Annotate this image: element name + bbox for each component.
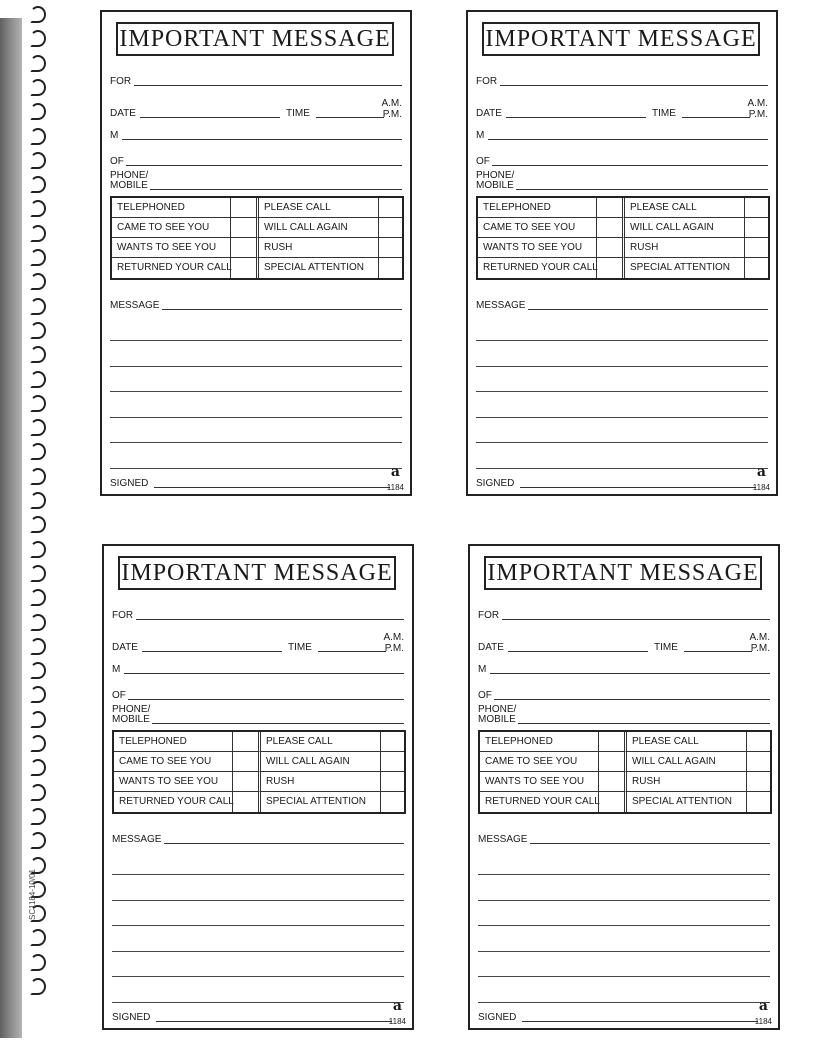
option-label: CAME TO SEE YOU	[483, 222, 576, 233]
signed-row	[476, 476, 768, 490]
option-checkbox[interactable]	[598, 752, 624, 772]
for-label: FOR	[478, 610, 500, 621]
for-label: FOR	[476, 76, 498, 87]
option-row-left	[480, 772, 598, 792]
option-row-right	[256, 258, 378, 278]
phone-labels	[112, 705, 150, 725]
form-number: 1184	[386, 483, 404, 492]
message-line[interactable]	[478, 900, 770, 901]
form-number: 1184	[754, 1017, 772, 1026]
spiral-ring	[30, 55, 46, 72]
message-label: MESSAGE	[476, 300, 526, 311]
of-label: OF	[110, 156, 124, 167]
option-label: WANTS TO SEE YOU	[119, 776, 219, 787]
title-box	[484, 556, 762, 590]
m-label: M	[110, 130, 119, 141]
message-line[interactable]	[110, 468, 402, 469]
option-row-left	[114, 732, 232, 752]
option-label: TELEPHONED	[485, 736, 553, 747]
option-label: RETURNED YOUR CALL	[117, 262, 232, 273]
options-grid	[112, 730, 406, 814]
mobile-label: MOBILE	[476, 180, 514, 191]
option-checkbox[interactable]	[230, 218, 256, 238]
m-label: M	[478, 664, 487, 675]
option-label: SPECIAL ATTENTION	[264, 262, 365, 273]
option-row-right	[622, 238, 744, 258]
spiral-ring	[30, 176, 46, 193]
signed-row	[110, 476, 402, 490]
form-title: IMPORTANT MESSAGE	[119, 26, 391, 52]
mobile-label: MOBILE	[112, 714, 150, 725]
option-label: TELEPHONED	[119, 736, 187, 747]
option-label: CAME TO SEE YOU	[485, 756, 578, 767]
mobile-label: MOBILE	[110, 180, 148, 191]
message-line[interactable]	[112, 874, 404, 875]
of-field[interactable]	[128, 699, 404, 700]
m-field[interactable]	[124, 673, 404, 674]
m-row	[112, 662, 404, 676]
options-grid	[476, 196, 770, 280]
option-row-left	[480, 792, 598, 812]
am-pm	[749, 632, 770, 654]
phone-row	[110, 168, 402, 192]
message-line[interactable]	[476, 391, 768, 392]
option-row-right	[256, 218, 378, 238]
option-label: WANTS TO SEE YOU	[485, 776, 585, 787]
option-checkbox[interactable]	[230, 258, 256, 278]
option-row-left	[478, 218, 596, 238]
signed-field[interactable]	[522, 1021, 758, 1022]
option-row-left	[114, 792, 232, 812]
phone-field[interactable]	[152, 723, 404, 724]
option-checkbox[interactable]	[378, 218, 402, 238]
of-row	[110, 154, 402, 168]
am-pm	[383, 632, 404, 654]
m-row	[110, 128, 402, 142]
spiral-ring	[30, 735, 46, 752]
date-field[interactable]	[140, 117, 280, 118]
option-label: CAME TO SEE YOU	[119, 756, 212, 767]
option-row-right	[622, 258, 744, 278]
spiral-ring	[30, 686, 46, 703]
signed-field[interactable]	[154, 487, 390, 488]
date-field[interactable]	[142, 651, 282, 652]
option-row-right	[258, 792, 380, 812]
am-label: A.M.	[383, 632, 404, 643]
m-field[interactable]	[122, 139, 402, 140]
option-label: PLEASE CALL	[266, 736, 333, 747]
option-checkbox[interactable]	[746, 792, 770, 812]
message-label: MESSAGE	[110, 300, 160, 311]
message-form-bottom-right	[468, 544, 780, 1030]
message-line[interactable]	[476, 366, 768, 367]
spiral-ring	[30, 711, 46, 728]
option-row-right	[622, 218, 744, 238]
message-line[interactable]	[478, 951, 770, 952]
spiral-ring	[30, 298, 46, 315]
option-row-left	[480, 732, 598, 752]
spiral-ring	[30, 832, 46, 849]
of-row	[112, 688, 404, 702]
phone-field[interactable]	[516, 189, 768, 190]
for-field[interactable]	[136, 619, 404, 620]
option-label: RUSH	[632, 776, 661, 787]
time-label: TIME	[652, 108, 676, 119]
phone-field[interactable]	[150, 189, 402, 190]
am-label: A.M.	[381, 98, 402, 109]
option-row-left	[480, 752, 598, 772]
brand-logo: a	[758, 998, 768, 1014]
option-row-right	[624, 752, 746, 772]
date-label: DATE	[478, 642, 504, 653]
option-row-left	[112, 238, 230, 258]
form-number: 1184	[388, 1017, 406, 1026]
spiral-binding	[0, 0, 70, 1056]
message-line[interactable]	[112, 951, 404, 952]
time-field[interactable]	[682, 117, 750, 118]
message-row	[110, 298, 402, 312]
for-field[interactable]	[500, 85, 768, 86]
signed-field[interactable]	[156, 1021, 392, 1022]
am-label: A.M.	[747, 98, 768, 109]
pm-label: P.M.	[382, 109, 402, 120]
option-label: WANTS TO SEE YOU	[483, 242, 583, 253]
message-line[interactable]	[112, 1002, 404, 1003]
option-label: WILL CALL AGAIN	[632, 756, 716, 767]
phone-row	[112, 702, 404, 726]
am-pm	[747, 98, 768, 120]
option-row-right	[258, 772, 380, 792]
option-row-left	[112, 218, 230, 238]
option-checkbox[interactable]	[746, 772, 770, 792]
m-field[interactable]	[490, 673, 770, 674]
option-label: TELEPHONED	[117, 202, 185, 213]
spiral-ring	[30, 200, 46, 217]
option-checkbox[interactable]	[596, 198, 622, 218]
for-row	[478, 608, 770, 622]
for-label: FOR	[112, 610, 134, 621]
spiral-ring	[30, 759, 46, 776]
option-checkbox[interactable]	[378, 198, 402, 218]
spiral-ring	[30, 784, 46, 801]
option-label: PLEASE CALL	[630, 202, 697, 213]
brand-logo: a	[390, 464, 400, 480]
m-label: M	[112, 664, 121, 675]
spiral-ring	[30, 225, 46, 242]
date-time-row	[110, 98, 402, 120]
spiral-ring	[30, 929, 46, 946]
date-field[interactable]	[506, 117, 646, 118]
spiral-ring	[30, 954, 46, 971]
date-time-row	[476, 98, 768, 120]
option-label: WILL CALL AGAIN	[630, 222, 714, 233]
spiral-ring	[30, 492, 46, 509]
spiral-ring	[30, 638, 46, 655]
message-line[interactable]	[110, 417, 402, 418]
signed-label: SIGNED	[110, 478, 149, 489]
message-line[interactable]	[112, 925, 404, 926]
date-field[interactable]	[508, 651, 648, 652]
am-pm	[381, 98, 402, 120]
spiral-ring	[30, 6, 46, 23]
option-row-right	[258, 752, 380, 772]
option-checkbox[interactable]	[598, 732, 624, 752]
message-line[interactable]	[478, 874, 770, 875]
of-field[interactable]	[494, 699, 770, 700]
time-label: TIME	[286, 108, 310, 119]
date-label: DATE	[112, 642, 138, 653]
option-checkbox[interactable]	[744, 198, 768, 218]
pm-label: P.M.	[750, 643, 770, 654]
option-row-left	[112, 258, 230, 278]
option-checkbox[interactable]	[598, 772, 624, 792]
message-line[interactable]	[110, 442, 402, 443]
option-row-left	[114, 752, 232, 772]
option-checkbox[interactable]	[230, 198, 256, 218]
message-field[interactable]	[164, 843, 404, 844]
message-row	[112, 832, 404, 846]
message-line[interactable]	[478, 925, 770, 926]
signed-row	[478, 1010, 770, 1024]
for-row	[112, 608, 404, 622]
option-label: WILL CALL AGAIN	[264, 222, 348, 233]
option-checkbox[interactable]	[378, 258, 402, 278]
option-row-right	[622, 198, 744, 218]
spiral-ring	[30, 371, 46, 388]
option-row-left	[478, 258, 596, 278]
option-checkbox[interactable]	[596, 258, 622, 278]
m-row	[478, 662, 770, 676]
for-field[interactable]	[134, 85, 402, 86]
options-grid	[478, 730, 772, 814]
date-time-row	[112, 632, 404, 654]
phone-row	[478, 702, 770, 726]
option-checkbox[interactable]	[380, 752, 404, 772]
phone-label: PHONE/	[476, 170, 515, 181]
message-row	[476, 298, 768, 312]
option-label: RUSH	[266, 776, 295, 787]
phone-field[interactable]	[518, 723, 770, 724]
time-field[interactable]	[318, 651, 386, 652]
option-label: WILL CALL AGAIN	[266, 756, 350, 767]
of-row	[476, 154, 768, 168]
for-row	[110, 74, 402, 88]
of-label: OF	[112, 690, 126, 701]
message-label: MESSAGE	[478, 834, 528, 845]
message-line[interactable]	[476, 468, 768, 469]
option-checkbox[interactable]	[378, 238, 402, 258]
option-checkbox[interactable]	[380, 792, 404, 812]
option-label: WANTS TO SEE YOU	[117, 242, 217, 253]
option-row-left	[114, 772, 232, 792]
spiral-ring	[30, 443, 46, 460]
option-row-right	[624, 792, 746, 812]
spiral-ring	[30, 978, 46, 995]
option-checkbox[interactable]	[746, 752, 770, 772]
spiral-ring	[30, 662, 46, 679]
option-row-right	[256, 238, 378, 258]
of-field[interactable]	[492, 165, 768, 166]
binding-strip	[0, 18, 22, 1038]
message-field[interactable]	[162, 309, 402, 310]
option-label: RETURNED YOUR CALL	[119, 796, 234, 807]
form-title: IMPORTANT MESSAGE	[121, 560, 393, 586]
option-checkbox[interactable]	[232, 792, 258, 812]
option-row-left	[478, 198, 596, 218]
date-label: DATE	[110, 108, 136, 119]
title-box	[118, 556, 396, 590]
option-checkbox[interactable]	[380, 732, 404, 752]
time-label: TIME	[288, 642, 312, 653]
option-checkbox[interactable]	[232, 732, 258, 752]
options-grid	[110, 196, 404, 280]
option-checkbox[interactable]	[232, 772, 258, 792]
option-row-left	[112, 198, 230, 218]
spiral-ring	[30, 273, 46, 290]
phone-label: PHONE/	[110, 170, 149, 181]
option-checkbox[interactable]	[230, 238, 256, 258]
option-label: RETURNED YOUR CALL	[483, 262, 598, 273]
phone-labels	[478, 705, 516, 725]
option-checkbox[interactable]	[744, 238, 768, 258]
option-row-right	[258, 732, 380, 752]
pm-label: P.M.	[748, 109, 768, 120]
spiral-ring	[30, 589, 46, 606]
message-row	[478, 832, 770, 846]
spiral-ring	[30, 152, 46, 169]
message-line[interactable]	[112, 900, 404, 901]
option-label: RUSH	[264, 242, 293, 253]
message-form-bottom-left	[102, 544, 414, 1030]
message-line[interactable]	[476, 442, 768, 443]
option-checkbox[interactable]	[744, 258, 768, 278]
spiral-ring	[30, 614, 46, 631]
date-label: DATE	[476, 108, 502, 119]
spiral-ring	[30, 30, 46, 47]
option-checkbox[interactable]	[746, 732, 770, 752]
brand-logo: a	[756, 464, 766, 480]
spiral-ring	[30, 419, 46, 436]
option-row-right	[624, 732, 746, 752]
form-title: IMPORTANT MESSAGE	[487, 560, 759, 586]
spiral-ring	[30, 565, 46, 582]
spiral-ring	[30, 395, 46, 412]
of-row	[478, 688, 770, 702]
spiral-ring	[30, 103, 46, 120]
option-label: RUSH	[630, 242, 659, 253]
time-field[interactable]	[316, 117, 384, 118]
spiral-ring	[30, 346, 46, 363]
option-checkbox[interactable]	[232, 752, 258, 772]
message-line[interactable]	[476, 340, 768, 341]
for-field[interactable]	[502, 619, 770, 620]
message-line[interactable]	[112, 976, 404, 977]
option-checkbox[interactable]	[596, 218, 622, 238]
time-label: TIME	[654, 642, 678, 653]
signed-row	[112, 1010, 404, 1024]
option-row-right	[624, 772, 746, 792]
message-form-top-left	[100, 10, 412, 496]
message-form-top-right	[466, 10, 778, 496]
date-time-row	[478, 632, 770, 654]
spiral-ring	[30, 79, 46, 96]
phone-label: PHONE/	[112, 704, 151, 715]
m-label: M	[476, 130, 485, 141]
for-row	[476, 74, 768, 88]
spiral-ring	[30, 516, 46, 533]
form-title: IMPORTANT MESSAGE	[485, 26, 757, 52]
brand-logo: a	[392, 998, 402, 1014]
message-label: MESSAGE	[112, 834, 162, 845]
m-field[interactable]	[488, 139, 768, 140]
message-line[interactable]	[478, 1002, 770, 1003]
option-label: PLEASE CALL	[632, 736, 699, 747]
message-line[interactable]	[110, 391, 402, 392]
signed-field[interactable]	[520, 487, 756, 488]
of-field[interactable]	[126, 165, 402, 166]
of-label: OF	[478, 690, 492, 701]
message-line[interactable]	[478, 976, 770, 977]
option-label: PLEASE CALL	[264, 202, 331, 213]
m-row	[476, 128, 768, 142]
title-box	[482, 22, 760, 56]
signed-label: SIGNED	[476, 478, 515, 489]
time-field[interactable]	[684, 651, 752, 652]
option-label: CAME TO SEE YOU	[117, 222, 210, 233]
message-line[interactable]	[476, 417, 768, 418]
signed-label: SIGNED	[112, 1012, 151, 1023]
am-label: A.M.	[749, 632, 770, 643]
option-label: SPECIAL ATTENTION	[630, 262, 731, 273]
spiral-ring	[30, 468, 46, 485]
option-row-right	[256, 198, 378, 218]
option-checkbox[interactable]	[596, 238, 622, 258]
signed-label: SIGNED	[478, 1012, 517, 1023]
option-row-left	[478, 238, 596, 258]
phone-label: PHONE/	[478, 704, 517, 715]
spiral-ring	[30, 541, 46, 558]
title-box	[116, 22, 394, 56]
message-field[interactable]	[530, 843, 770, 844]
option-checkbox[interactable]	[744, 218, 768, 238]
option-checkbox[interactable]	[598, 792, 624, 812]
spiral-ring	[30, 249, 46, 266]
option-checkbox[interactable]	[380, 772, 404, 792]
option-label: SPECIAL ATTENTION	[266, 796, 367, 807]
for-label: FOR	[110, 76, 132, 87]
option-label: RETURNED YOUR CALL	[485, 796, 600, 807]
phone-labels	[476, 171, 514, 191]
option-label: SPECIAL ATTENTION	[632, 796, 733, 807]
message-line[interactable]	[110, 340, 402, 341]
phone-row	[476, 168, 768, 192]
of-label: OF	[476, 156, 490, 167]
mobile-label: MOBILE	[478, 714, 516, 725]
spiral-code: SC1184-10/01	[28, 869, 37, 920]
pm-label: P.M.	[384, 643, 404, 654]
form-number: 1184	[752, 483, 770, 492]
message-field[interactable]	[528, 309, 768, 310]
option-label: TELEPHONED	[483, 202, 551, 213]
message-line[interactable]	[110, 366, 402, 367]
spiral-ring	[30, 128, 46, 145]
phone-labels	[110, 171, 148, 191]
spiral-ring	[30, 808, 46, 825]
spiral-ring	[30, 322, 46, 339]
